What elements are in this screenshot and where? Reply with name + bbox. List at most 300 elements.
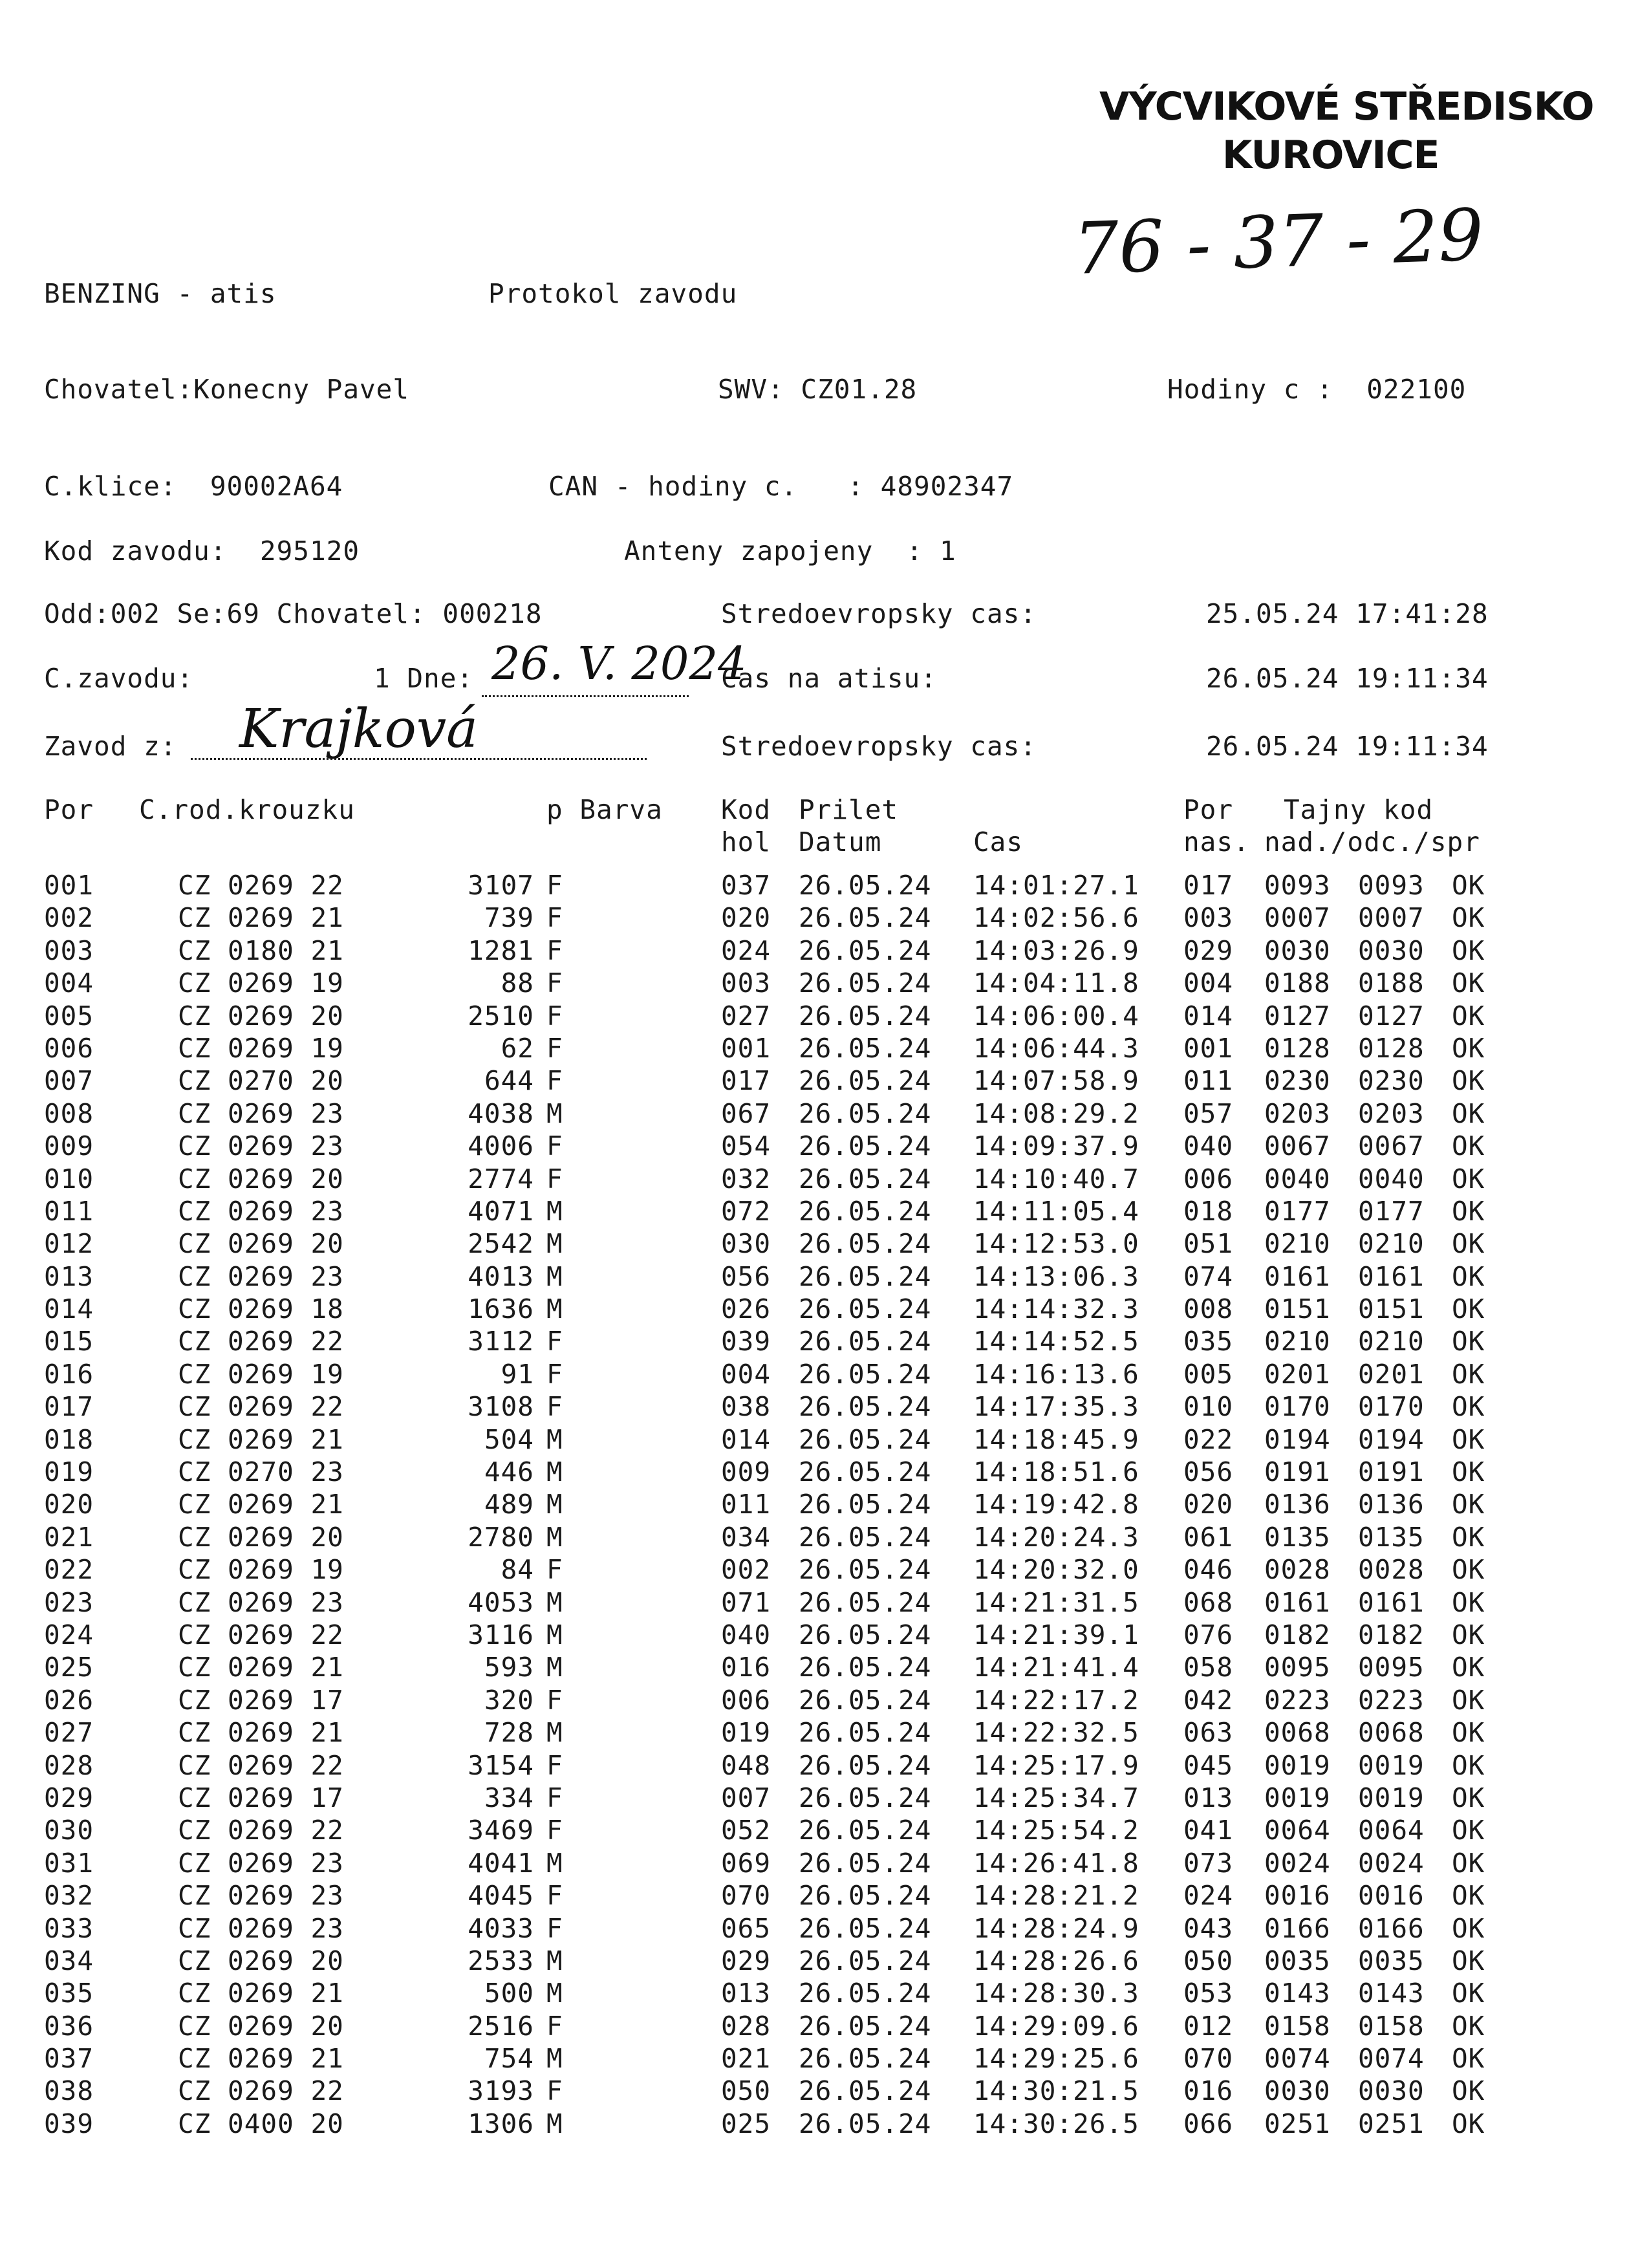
cell-time: 14:28:26.6: [973, 1945, 1139, 1976]
cell-kod-hol: 011: [721, 1489, 771, 1520]
cell-por-nas: 056: [1183, 1456, 1234, 1488]
cell-kod-hol: 048: [721, 1749, 771, 1781]
cell-por-nas: 012: [1183, 2010, 1234, 2042]
cell-time: 14:29:25.6: [973, 2043, 1139, 2075]
cell-spr: OK: [1452, 1456, 1485, 1488]
cell-date: 26.05.24: [799, 1717, 932, 1749]
cell-ring-number: 4006: [468, 1130, 534, 1162]
cell-odc: 0040: [1358, 1163, 1425, 1194]
cell-ring-number: 644: [484, 1065, 534, 1097]
cell-ring-number: 593: [484, 1652, 534, 1683]
cell-spr: OK: [1452, 1260, 1485, 1292]
cell-spr: OK: [1452, 1097, 1485, 1129]
cell-por-nas: 006: [1183, 1163, 1234, 1194]
cell-ring-number: 489: [484, 1489, 534, 1520]
cell-sex: M: [546, 1945, 563, 1976]
cell-odc: 0128: [1358, 1032, 1425, 1064]
cell-sex: M: [546, 1619, 563, 1650]
cell-time: 14:25:54.2: [973, 1815, 1139, 1846]
cell-kod-hol: 026: [721, 1293, 771, 1325]
cell-por-nas: 057: [1183, 1097, 1234, 1129]
cell-spr: OK: [1452, 1652, 1485, 1683]
cell-odc: 0019: [1358, 1749, 1425, 1781]
cell-por-nas: 003: [1183, 902, 1234, 934]
cell-sex: F: [546, 1554, 563, 1586]
col-header-por: Por: [44, 794, 94, 825]
cell-sex: F: [546, 1815, 563, 1846]
cell-ring: CZ 0269 23: [178, 1130, 344, 1162]
cet-label-1: Stredoevropsky cas:: [721, 598, 1037, 629]
cell-por-nas: 070: [1183, 2043, 1234, 2075]
cell-date: 26.05.24: [799, 1065, 932, 1097]
cell-ring-number: 2533: [468, 1945, 534, 1976]
cell-por-nas: 053: [1183, 1978, 1234, 2009]
cell-por: 007: [44, 1065, 94, 1097]
cell-time: 14:08:29.2: [973, 1097, 1139, 1129]
cell-date: 26.05.24: [799, 1554, 932, 1586]
cell-date: 26.05.24: [799, 2010, 932, 2042]
cell-kod-hol: 014: [721, 1423, 771, 1455]
cell-por: 002: [44, 902, 94, 934]
cell-por-nas: 001: [1183, 1032, 1234, 1064]
cell-por: 038: [44, 2075, 94, 2107]
cell-sex: F: [546, 1326, 563, 1357]
cell-kod-hol: 071: [721, 1586, 771, 1618]
cell-time: 14:25:17.9: [973, 1749, 1139, 1781]
cell-date: 26.05.24: [799, 1423, 932, 1455]
cell-spr: OK: [1452, 1880, 1485, 1912]
cell-por-nas: 046: [1183, 1554, 1234, 1586]
cell-ring-number: 3469: [468, 1815, 534, 1846]
cell-date: 26.05.24: [799, 1978, 932, 2009]
cell-por-nas: 017: [1183, 870, 1234, 901]
cell-time: 14:01:27.1: [973, 870, 1139, 901]
cell-ring: CZ 0269 20: [178, 1228, 344, 1260]
cell-ring: CZ 0269 20: [178, 1945, 344, 1976]
cell-spr: OK: [1452, 1717, 1485, 1749]
cell-odc: 0203: [1358, 1097, 1425, 1129]
cell-ring: CZ 0269 19: [178, 967, 344, 999]
cell-date: 26.05.24: [799, 934, 932, 966]
cell-ring: CZ 0269 21: [178, 1978, 344, 2009]
cell-kod-hol: 029: [721, 1945, 771, 1976]
cell-nad: 0170: [1264, 1391, 1331, 1423]
cell-odc: 0170: [1358, 1391, 1425, 1423]
cell-sex: M: [546, 1586, 563, 1618]
cell-sex: F: [546, 967, 563, 999]
cell-nad: 0074: [1264, 2043, 1331, 2075]
cell-spr: OK: [1452, 1978, 1485, 2009]
cell-date: 26.05.24: [799, 967, 932, 999]
breeder-name: Chovatel:Konecny Pavel: [44, 374, 410, 405]
cell-odc: 0223: [1358, 1684, 1425, 1716]
col-header-ring: C.rod.krouzku: [139, 794, 355, 825]
cell-ring: CZ 0269 17: [178, 1782, 344, 1813]
cell-odc: 0194: [1358, 1423, 1425, 1455]
cell-kod-hol: 032: [721, 1163, 771, 1194]
race-number-label: C.zavodu:: [44, 663, 194, 694]
cell-nad: 0201: [1264, 1358, 1331, 1390]
cell-por-nas: 014: [1183, 1000, 1234, 1031]
cell-time: 14:21:31.5: [973, 1586, 1139, 1618]
cell-por: 017: [44, 1391, 94, 1423]
cell-ring: CZ 0400 20: [178, 2108, 344, 2139]
handwritten-code: 76 - 37 - 29: [1072, 193, 1485, 291]
cell-time: 14:19:42.8: [973, 1489, 1139, 1520]
cell-spr: OK: [1452, 1391, 1485, 1423]
cell-time: 14:26:41.8: [973, 1847, 1139, 1879]
cell-date: 26.05.24: [799, 1391, 932, 1423]
date-label: 1 Dne:: [374, 663, 474, 694]
cell-por-nas: 066: [1183, 2108, 1234, 2139]
cell-sex: M: [546, 1195, 563, 1227]
cell-ring: CZ 0269 23: [178, 1847, 344, 1879]
cell-ring-number: 3116: [468, 1619, 534, 1650]
cell-nad: 0028: [1264, 1554, 1331, 1586]
cell-odc: 0230: [1358, 1065, 1425, 1097]
cell-ring: CZ 0269 23: [178, 1195, 344, 1227]
cell-ring: CZ 0269 18: [178, 1293, 344, 1325]
cell-kod-hol: 004: [721, 1358, 771, 1390]
cell-por: 032: [44, 1880, 94, 1912]
swv-version: SWV: CZ01.28: [718, 374, 918, 405]
cell-ring-number: 334: [484, 1782, 534, 1813]
cell-sex: F: [546, 870, 563, 901]
cell-odc: 0095: [1358, 1652, 1425, 1683]
cell-ring-number: 3107: [468, 870, 534, 901]
cell-odc: 0210: [1358, 1228, 1425, 1260]
cell-date: 26.05.24: [799, 1326, 932, 1357]
cell-date: 26.05.24: [799, 1260, 932, 1292]
cell-spr: OK: [1452, 1358, 1485, 1390]
cell-spr: OK: [1452, 1912, 1485, 1944]
cell-ring-number: 754: [484, 2043, 534, 2075]
cell-date: 26.05.24: [799, 1456, 932, 1488]
cell-nad: 0151: [1264, 1293, 1331, 1325]
cell-kod-hol: 028: [721, 2010, 771, 2042]
cell-ring: CZ 0269 23: [178, 1586, 344, 1618]
cell-por-nas: 024: [1183, 1880, 1234, 1912]
cell-sex: F: [546, 1163, 563, 1194]
cell-kod-hol: 016: [721, 1652, 771, 1683]
cell-ring-number: 4013: [468, 1260, 534, 1292]
cell-odc: 0161: [1358, 1260, 1425, 1292]
cell-sex: M: [546, 2043, 563, 2075]
cell-por: 036: [44, 2010, 94, 2042]
cell-odc: 0182: [1358, 1619, 1425, 1650]
cell-time: 14:20:32.0: [973, 1554, 1139, 1586]
cell-ring-number: 4041: [468, 1847, 534, 1879]
cell-ring-number: 3108: [468, 1391, 534, 1423]
cell-odc: 0028: [1358, 1554, 1425, 1586]
cell-por-nas: 013: [1183, 1782, 1234, 1813]
cell-nad: 0030: [1264, 2075, 1331, 2107]
cell-odc: 0007: [1358, 902, 1425, 934]
cell-spr: OK: [1452, 1521, 1485, 1553]
cell-spr: OK: [1452, 1032, 1485, 1064]
race-from-label: Zavod z:: [44, 731, 177, 762]
cell-kod-hol: 065: [721, 1912, 771, 1944]
cell-date: 26.05.24: [799, 1815, 932, 1846]
cell-por-nas: 005: [1183, 1358, 1234, 1390]
cell-spr: OK: [1452, 2010, 1485, 2042]
cell-por-nas: 018: [1183, 1195, 1234, 1227]
cell-nad: 0019: [1264, 1749, 1331, 1781]
cell-odc: 0210: [1358, 1326, 1425, 1357]
col-header-por-nas: Por: [1183, 794, 1234, 825]
cell-odc: 0177: [1358, 1195, 1425, 1227]
cell-por: 009: [44, 1130, 94, 1162]
cell-date: 26.05.24: [799, 1195, 932, 1227]
cell-sex: M: [546, 2108, 563, 2139]
cell-odc: 0188: [1358, 967, 1425, 999]
cell-kod-hol: 025: [721, 2108, 771, 2139]
cell-odc: 0064: [1358, 1815, 1425, 1846]
cell-time: 14:07:58.9: [973, 1065, 1139, 1097]
cell-nad: 0064: [1264, 1815, 1331, 1846]
cell-spr: OK: [1452, 1326, 1485, 1357]
cell-por: 010: [44, 1163, 94, 1194]
cell-ring: CZ 0269 22: [178, 1326, 344, 1357]
cell-time: 14:21:41.4: [973, 1652, 1139, 1683]
cell-sex: F: [546, 2075, 563, 2107]
cell-time: 14:21:39.1: [973, 1619, 1139, 1650]
cell-ring-number: 88: [501, 967, 534, 999]
cell-odc: 0161: [1358, 1586, 1425, 1618]
date-underline: [482, 695, 689, 697]
cell-por: 008: [44, 1097, 94, 1129]
cell-time: 14:18:51.6: [973, 1456, 1139, 1488]
cell-por: 026: [44, 1684, 94, 1716]
cell-ring: CZ 0269 23: [178, 1912, 344, 1944]
cell-por: 035: [44, 1978, 94, 2009]
cell-por-nas: 051: [1183, 1228, 1234, 1260]
cell-spr: OK: [1452, 1782, 1485, 1813]
cell-por: 018: [44, 1423, 94, 1455]
cell-ring-number: 320: [484, 1684, 534, 1716]
cell-time: 14:14:52.5: [973, 1326, 1139, 1357]
cell-por: 024: [44, 1619, 94, 1650]
cell-date: 26.05.24: [799, 1652, 932, 1683]
cell-spr: OK: [1452, 2108, 1485, 2139]
cell-ring-number: 728: [484, 1717, 534, 1749]
cell-ring: CZ 0269 22: [178, 2075, 344, 2107]
cell-date: 26.05.24: [799, 1586, 932, 1618]
cell-date: 26.05.24: [799, 1847, 932, 1879]
cell-por-nas: 016: [1183, 2075, 1234, 2107]
cell-odc: 0035: [1358, 1945, 1425, 1976]
cell-time: 14:28:21.2: [973, 1880, 1139, 1912]
cell-spr: OK: [1452, 934, 1485, 966]
col-header-nas: nas.: [1183, 826, 1250, 858]
cell-spr: OK: [1452, 1847, 1485, 1879]
cell-nad: 0007: [1264, 902, 1331, 934]
cell-ring-number: 1281: [468, 934, 534, 966]
section-breeder-info: Odd:002 Se:69 Chovatel: 000218: [44, 598, 543, 629]
cell-date: 26.05.24: [799, 2108, 932, 2139]
cell-por: 003: [44, 934, 94, 966]
cell-ring-number: 500: [484, 1978, 534, 2009]
cell-spr: OK: [1452, 870, 1485, 901]
cell-por-nas: 035: [1183, 1326, 1234, 1357]
cell-sex: F: [546, 1000, 563, 1031]
cell-kod-hol: 056: [721, 1260, 771, 1292]
cell-date: 26.05.24: [799, 2043, 932, 2075]
cell-por: 001: [44, 870, 94, 901]
cell-kod-hol: 013: [721, 1978, 771, 2009]
atis-time-label: Cas na atisu:: [721, 663, 937, 694]
cell-spr: OK: [1452, 1489, 1485, 1520]
cell-kod-hol: 020: [721, 902, 771, 934]
cell-sex: F: [546, 2010, 563, 2042]
cell-spr: OK: [1452, 1195, 1485, 1227]
cell-spr: OK: [1452, 1554, 1485, 1586]
cell-odc: 0151: [1358, 1293, 1425, 1325]
cell-ring: CZ 0269 19: [178, 1358, 344, 1390]
cell-ring-number: 2516: [468, 2010, 534, 2042]
cell-nad: 0024: [1264, 1847, 1331, 1879]
cell-sex: M: [546, 1489, 563, 1520]
cell-odc: 0067: [1358, 1130, 1425, 1162]
cell-ring-number: 4045: [468, 1880, 534, 1912]
cell-sex: F: [546, 1684, 563, 1716]
cell-por-nas: 042: [1183, 1684, 1234, 1716]
cell-kod-hol: 017: [721, 1065, 771, 1097]
cell-por: 025: [44, 1652, 94, 1683]
cell-kod-hol: 072: [721, 1195, 771, 1227]
cell-time: 14:30:26.5: [973, 2108, 1139, 2139]
cell-sex: M: [546, 1097, 563, 1129]
col-header-datum: Datum: [799, 826, 882, 858]
cell-ring-number: 2542: [468, 1228, 534, 1260]
cell-nad: 0093: [1264, 870, 1331, 901]
cell-ring: CZ 0269 19: [178, 1032, 344, 1064]
cell-kod-hol: 038: [721, 1391, 771, 1423]
cell-ring: CZ 0269 23: [178, 1260, 344, 1292]
cell-odc: 0030: [1358, 934, 1425, 966]
cell-por-nas: 010: [1183, 1391, 1234, 1423]
cell-time: 14:09:37.9: [973, 1130, 1139, 1162]
cell-odc: 0030: [1358, 2075, 1425, 2107]
cell-kod-hol: 039: [721, 1326, 771, 1357]
cell-kod-hol: 007: [721, 1782, 771, 1813]
can-clock-number: CAN - hodiny c. : 48902347: [548, 471, 1014, 502]
col-header-kod: Kod: [721, 794, 771, 825]
col-header-cas: Cas: [973, 826, 1024, 858]
cell-ring: CZ 0269 22: [178, 1619, 344, 1650]
cell-time: 14:29:09.6: [973, 2010, 1139, 2042]
cell-sex: F: [546, 1032, 563, 1064]
cell-sex: F: [546, 1880, 563, 1912]
cell-date: 26.05.24: [799, 1945, 932, 1976]
cell-nad: 0019: [1264, 1782, 1331, 1813]
cell-ring: CZ 0269 23: [178, 1097, 344, 1129]
cell-sex: F: [546, 934, 563, 966]
cell-por-nas: 011: [1183, 1065, 1234, 1097]
cell-nad: 0158: [1264, 2010, 1331, 2042]
cell-por: 019: [44, 1456, 94, 1488]
cell-nad: 0067: [1264, 1130, 1331, 1162]
cell-time: 14:10:40.7: [973, 1163, 1139, 1194]
cell-date: 26.05.24: [799, 1489, 932, 1520]
cell-ring-number: 3112: [468, 1326, 534, 1357]
cell-spr: OK: [1452, 1065, 1485, 1097]
cell-nad: 0127: [1264, 1000, 1331, 1031]
cell-por: 013: [44, 1260, 94, 1292]
cell-por: 012: [44, 1228, 94, 1260]
cell-por: 016: [44, 1358, 94, 1390]
cell-ring: CZ 0269 17: [178, 1684, 344, 1716]
cell-sex: F: [546, 1391, 563, 1423]
cell-por: 022: [44, 1554, 94, 1586]
cet-label-2: Stredoevropsky cas:: [721, 731, 1037, 762]
cell-ring-number: 2780: [468, 1521, 534, 1553]
cell-ring-number: 2510: [468, 1000, 534, 1031]
cell-kod-hol: 009: [721, 1456, 771, 1488]
cell-ring: CZ 0269 21: [178, 1717, 344, 1749]
cell-sex: F: [546, 1358, 563, 1390]
cell-sex: M: [546, 1260, 563, 1292]
date-handwritten: 26. V. 2024: [491, 637, 747, 690]
cell-ring: CZ 0269 21: [178, 1489, 344, 1520]
cell-ring-number: 4038: [468, 1097, 534, 1129]
cell-odc: 0016: [1358, 1880, 1425, 1912]
cell-por-nas: 043: [1183, 1912, 1234, 1944]
cell-ring: CZ 0269 21: [178, 2043, 344, 2075]
cell-ring: CZ 0269 21: [178, 1423, 344, 1455]
cell-date: 26.05.24: [799, 1130, 932, 1162]
cell-time: 14:25:34.7: [973, 1782, 1139, 1813]
cell-por: 004: [44, 967, 94, 999]
cell-ring: CZ 0269 22: [178, 870, 344, 901]
cell-date: 26.05.24: [799, 902, 932, 934]
cell-spr: OK: [1452, 1815, 1485, 1846]
cell-ring-number: 504: [484, 1423, 534, 1455]
cell-por: 029: [44, 1782, 94, 1813]
cell-ring: CZ 0270 20: [178, 1065, 344, 1097]
cell-ring: CZ 0269 21: [178, 1652, 344, 1683]
cell-date: 26.05.24: [799, 1619, 932, 1650]
cell-ring-number: 4071: [468, 1195, 534, 1227]
cell-nad: 0191: [1264, 1456, 1331, 1488]
cell-ring: CZ 0270 23: [178, 1456, 344, 1488]
cell-time: 14:22:17.2: [973, 1684, 1139, 1716]
cell-spr: OK: [1452, 2075, 1485, 2107]
cell-por-nas: 045: [1183, 1749, 1234, 1781]
cell-time: 14:30:21.5: [973, 2075, 1139, 2107]
cell-time: 14:28:30.3: [973, 1978, 1139, 2009]
cell-nad: 0210: [1264, 1228, 1331, 1260]
cell-spr: OK: [1452, 1163, 1485, 1194]
cell-ring: CZ 0269 22: [178, 1815, 344, 1846]
col-header-tajny-kod: Tajny kod: [1284, 794, 1434, 825]
cell-time: 14:14:32.3: [973, 1293, 1139, 1325]
cell-odc: 0093: [1358, 870, 1425, 901]
cell-sex: M: [546, 1293, 563, 1325]
cet-value-2: 26.05.24 19:11:34: [1206, 731, 1489, 762]
cell-ring: CZ 0269 20: [178, 1163, 344, 1194]
cell-time: 14:11:05.4: [973, 1195, 1139, 1227]
cell-sex: F: [546, 1782, 563, 1813]
cell-ring-number: 2774: [468, 1163, 534, 1194]
cell-ring: CZ 0269 21: [178, 902, 344, 934]
cell-sex: F: [546, 1130, 563, 1162]
cell-por: 015: [44, 1326, 94, 1357]
cell-nad: 0161: [1264, 1586, 1331, 1618]
cell-nad: 0128: [1264, 1032, 1331, 1064]
cell-spr: OK: [1452, 902, 1485, 934]
cell-sex: M: [546, 1456, 563, 1488]
